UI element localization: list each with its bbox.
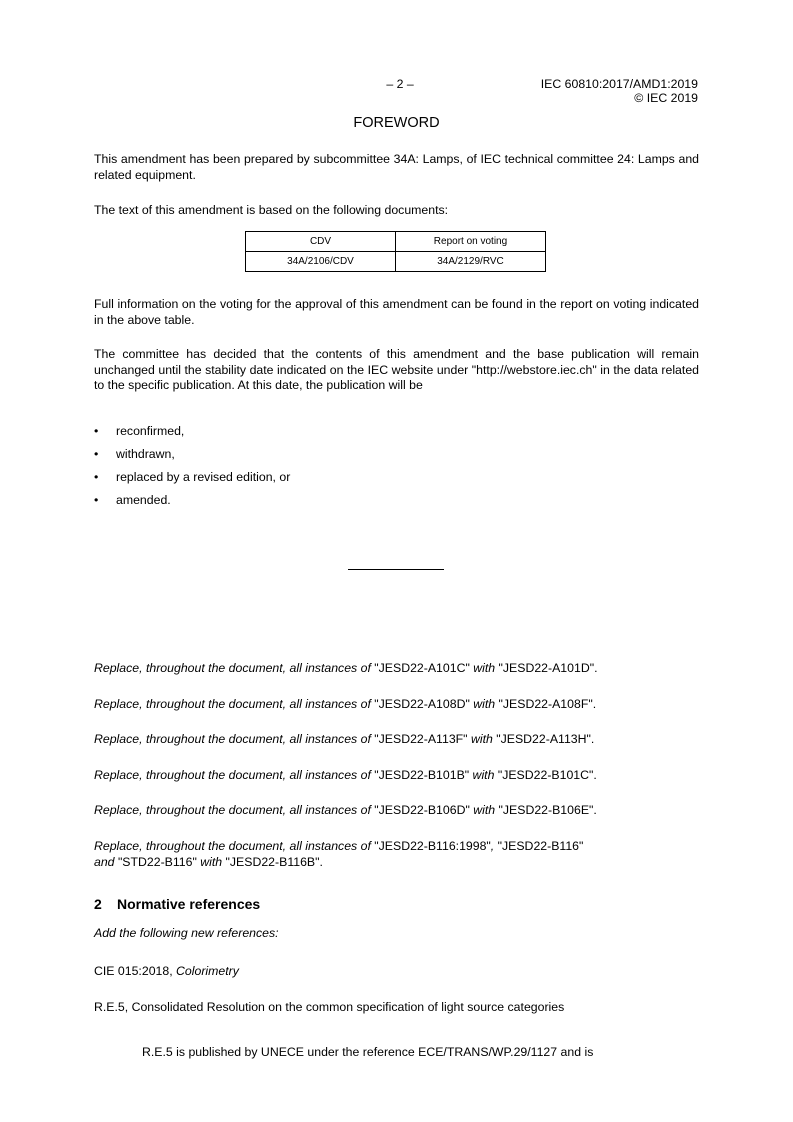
reference-title: Colorimetry (176, 964, 239, 978)
comma: , (490, 839, 498, 853)
replace-text: Replace, throughout the document, all instances of (94, 732, 375, 746)
doc-ref-line2: © IEC 2019 (634, 91, 698, 105)
with-text: with (196, 854, 226, 869)
old-reference: "STD22-B116" (117, 854, 197, 869)
replacement-instruction (94, 732, 699, 748)
period: . (319, 854, 323, 869)
old-reference: "JESD22-A113F" (374, 732, 468, 746)
period: . (592, 697, 597, 711)
section-number: 2 (94, 896, 102, 912)
table-row (246, 252, 546, 272)
new-reference: "JESD22-A108F" (498, 697, 593, 711)
list-item-text: reconfirmed, (116, 424, 185, 438)
period: . (593, 803, 597, 817)
bullet-icon: • (94, 424, 99, 438)
and-text: and (94, 854, 118, 869)
with-text: with (469, 661, 499, 675)
reference-note: R.E.5 is published by UNECE under the reference ECE/TRANS/WP.29/1127 and is (142, 1045, 594, 1059)
replace-text: Replace, throughout the document, all instances of (94, 768, 375, 782)
foreword-paragraph-1: This amendment has been prepared by subcommittee 34A: Lamps, of IEC technical committee 24: Lamps and related equipment. (94, 152, 699, 182)
with-text: with (469, 768, 498, 782)
foreword-paragraph-2: The text of this amendment is based on the following documents: (94, 203, 449, 217)
document-reference (541, 77, 698, 105)
replace-text: Replace, throughout the document, all instances of (94, 697, 375, 711)
foreword-paragraph-4: The committee has decided that the contents of this amendment and the base publication will remain unchanged until the stability date indicated on the IEC website under "http://webstore.iec.ch" in the data related to the specific publication. At this date, the publication will be (94, 347, 699, 392)
old-reference: "JESD22-A101C" (374, 661, 470, 675)
list-item-text: replaced by a revised edition, or (116, 470, 291, 484)
section-instruction: Add the following new references: (94, 926, 279, 940)
separator-line (348, 569, 444, 570)
replacement-instruction (94, 768, 699, 784)
page-number: – 2 – (386, 77, 414, 91)
period: . (590, 732, 595, 746)
list-item-text: withdrawn, (116, 447, 175, 461)
page-title: FOREWORD (353, 115, 440, 131)
table-cell: 34A/2106/CDV (246, 252, 396, 272)
replacement-instruction-multi (94, 839, 699, 870)
replace-text: Replace, throughout the document, all instances of (94, 803, 375, 817)
new-reference: "JESD22-B116B" (225, 854, 320, 869)
section-title: Normative references (117, 896, 261, 912)
bullet-icon: • (94, 447, 99, 461)
section-heading (94, 896, 260, 912)
reference-cie (94, 964, 239, 978)
period: . (594, 661, 598, 675)
bullet-icon: • (94, 493, 99, 507)
old-reference: "JESD22-B101B" (374, 768, 470, 782)
table-cell: 34A/2129/RVC (396, 252, 546, 272)
replacement-instruction (94, 697, 699, 713)
reference-re5: R.E.5, Consolidated Resolution on the common specification of light source categories (94, 1000, 565, 1014)
with-text: with (467, 732, 497, 746)
table-header-cell: CDV (246, 232, 396, 252)
with-text: with (469, 697, 499, 711)
doc-ref-line1: IEC 60810:2017/AMD1:2019 (540, 77, 698, 91)
old-reference: "JESD22-A108D" (374, 697, 470, 711)
with-text: with (469, 803, 499, 817)
old-reference: "JESD22-B116" (497, 839, 584, 853)
old-reference: "JESD22-B106D" (374, 803, 470, 817)
period: . (593, 768, 597, 782)
old-reference: "JESD22-B116:1998" (374, 839, 491, 853)
new-reference: "JESD22-B101C" (497, 768, 594, 782)
replacement-instruction (94, 803, 699, 819)
reference-id: CIE 015:2018, (94, 964, 177, 978)
new-reference: "JESD22-A113H" (496, 732, 591, 746)
foreword-paragraph-3: Full information on the voting for the approval of this amendment can be found in the report on voting indicated in the above table. (94, 297, 699, 327)
replacement-instruction (94, 661, 699, 677)
table-header-cell: Report on voting (396, 232, 546, 252)
table-header-row (246, 232, 546, 252)
new-reference: "JESD22-A101D" (498, 661, 595, 675)
new-reference: "JESD22-B106E" (498, 803, 594, 817)
replace-text: Replace, throughout the document, all instances of (94, 839, 375, 853)
bullet-icon: • (94, 470, 99, 484)
list-item-text: amended. (116, 493, 171, 507)
voting-documents-table (245, 231, 546, 272)
replace-text: Replace, throughout the document, all instances of (94, 661, 375, 675)
